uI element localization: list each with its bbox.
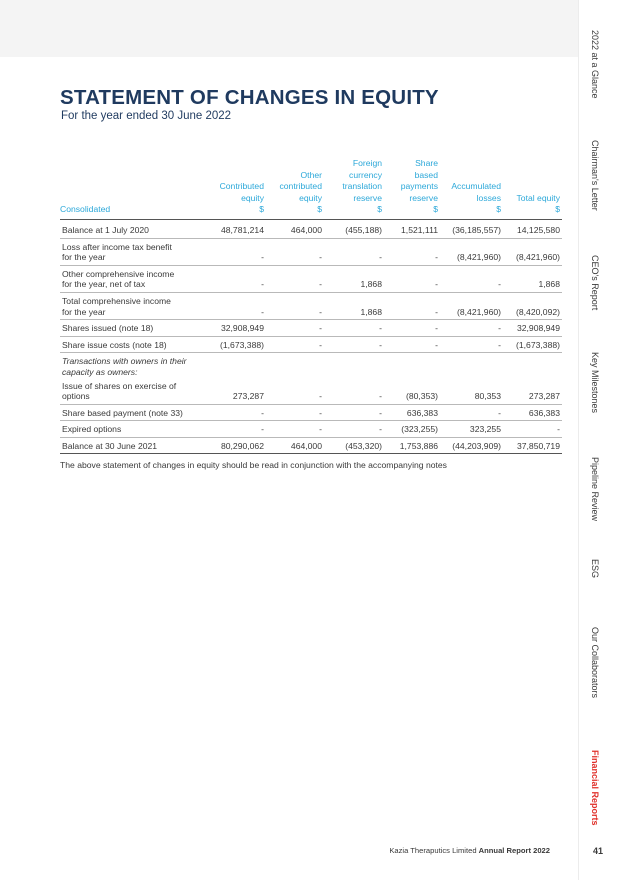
table-cell: - (324, 404, 384, 421)
column-header-line: $ (555, 204, 560, 215)
page-number: 41 (593, 846, 604, 856)
table-cell: - (196, 292, 266, 319)
table-cell: 1,868 (324, 292, 384, 319)
row-label (60, 404, 196, 421)
table-cell: - (266, 292, 324, 319)
row-label-line: Share based payment (note 33) (62, 407, 183, 418)
table-cell: (8,421,960) (440, 292, 503, 319)
row-label-line: Share issue costs (note 18) (62, 339, 167, 350)
footer-company (389, 846, 550, 855)
row-label-line: capacity as owners: (62, 366, 138, 377)
table-cell: 32,908,949 (196, 320, 266, 337)
row-label (60, 437, 196, 454)
table-cell: - (384, 292, 440, 319)
sidebar-tab-key-milestones[interactable]: Key Milestones (590, 352, 600, 414)
table-cell: - (266, 238, 324, 265)
table-cell: 32,908,949 (503, 320, 562, 337)
table-cell: 464,000 (266, 219, 324, 238)
table-cell: 323,255 (440, 421, 503, 438)
row-label-line: Other comprehensive income (62, 268, 175, 279)
row-label-line: Expired options (62, 424, 122, 435)
table-cell: 1,753,886 (384, 437, 440, 454)
row-label-line: Loss after income tax benefit (62, 241, 172, 252)
table-cell (266, 353, 324, 378)
table-cell: - (324, 421, 384, 438)
table-cell: - (196, 265, 266, 292)
column-header-line: Share (415, 158, 438, 168)
row-label-line: Shares issued (note 18) (62, 323, 154, 334)
row-label-line: options (62, 391, 90, 402)
row-label (60, 336, 196, 353)
table-cell: - (266, 320, 324, 337)
sidebar-tab-our-collaborators[interactable]: Our Collaborators (590, 627, 600, 699)
row-label-line: Balance at 1 July 2020 (62, 224, 149, 235)
table-cell: 273,287 (503, 378, 562, 405)
column-header (196, 158, 266, 219)
table-cell: - (384, 238, 440, 265)
table-cell: - (440, 336, 503, 353)
row-label (60, 353, 196, 378)
table-cell: 636,383 (503, 404, 562, 421)
table-cell: (453,320) (324, 437, 384, 454)
column-header-line: $ (377, 204, 382, 215)
table-cell: (455,188) (324, 219, 384, 238)
table-cell: (1,673,388) (196, 336, 266, 353)
row-label (60, 238, 196, 265)
table-cell: - (324, 336, 384, 353)
column-header-line: Other (300, 169, 322, 180)
column-header-line: currency (349, 169, 382, 180)
table-cell: - (266, 336, 324, 353)
table-cell (324, 353, 384, 378)
table-note: The above statement of changes in equity should be read in conjunction with the accompanying notes (60, 460, 447, 470)
footer-report-name: Annual Report 2022 (478, 846, 550, 855)
column-header-line: $ (317, 204, 322, 215)
table-cell (440, 353, 503, 378)
table-cell: - (440, 404, 503, 421)
table-row (60, 265, 562, 292)
table-cell (503, 353, 562, 378)
column-header (266, 158, 324, 219)
table-cell: 464,000 (266, 437, 324, 454)
table-header-row (60, 158, 562, 219)
column-header-line: translation (342, 181, 382, 192)
table-cell: - (266, 378, 324, 405)
table-cell: - (384, 265, 440, 292)
column-header-line: reserve (353, 192, 382, 203)
table-cell: - (503, 421, 562, 438)
column-header-line: based (414, 169, 438, 180)
column-header-line: losses (476, 192, 501, 203)
table-cell (196, 353, 266, 378)
table-cell (384, 353, 440, 378)
table-cell: - (324, 378, 384, 405)
equity-table (60, 158, 562, 454)
sidebar-tab-chairmans-letter[interactable]: Chairman's Letter (590, 140, 600, 211)
table-row (60, 437, 562, 454)
sidebar-tab-financial-reports[interactable]: Financial Reports (590, 750, 600, 826)
table-cell: (80,353) (384, 378, 440, 405)
table-cell: - (266, 265, 324, 292)
row-label (60, 421, 196, 438)
table-row (60, 219, 562, 238)
header-band (0, 0, 578, 57)
column-header-line: Foreign (352, 158, 382, 168)
table-cell: - (324, 320, 384, 337)
column-header-line: Contributed (219, 181, 264, 192)
footer-company-name: Kazia Theraputics Limited (389, 846, 477, 855)
row-label-line: for the year (62, 252, 106, 263)
column-header-line: equity (299, 192, 322, 203)
table-cell: - (196, 238, 266, 265)
row-label (60, 378, 196, 405)
row-label-line: for the year, net of tax (62, 279, 146, 290)
table-cell: (8,420,092) (503, 292, 562, 319)
column-header-line: equity (241, 192, 264, 203)
column-header-line: reserve (409, 192, 438, 203)
column-header (384, 158, 440, 219)
table-row (60, 353, 562, 378)
row-label-line: Balance at 30 June 2021 (62, 440, 158, 451)
table-cell: 80,290,062 (196, 437, 266, 454)
row-label (60, 320, 196, 337)
table-cell: - (324, 238, 384, 265)
sidebar-tab-2022-at-a-glance[interactable]: 2022 at a Glance (590, 30, 600, 99)
table-cell: - (440, 320, 503, 337)
column-header-line: contributed (279, 181, 322, 192)
table-cell: (36,185,557) (440, 219, 503, 238)
table-row (60, 336, 562, 353)
table-cell: (1,673,388) (503, 336, 562, 353)
column-header (324, 158, 384, 219)
column-header (440, 158, 503, 219)
table-cell: 273,287 (196, 378, 266, 405)
row-label (60, 265, 196, 292)
table-cell: 48,781,214 (196, 219, 266, 238)
column-header-line: $ (496, 204, 501, 215)
table-row (60, 421, 562, 438)
table-cell: 1,521,111 (384, 219, 440, 238)
sidebar-tab-ceos-report[interactable]: CEO's Report (590, 255, 600, 311)
sidebar-tab-esg[interactable]: ESG (590, 559, 600, 579)
column-header-line: payments (400, 181, 438, 192)
table-cell: - (440, 265, 503, 292)
section-sidebar (578, 0, 622, 880)
column-header-line: $ (433, 204, 438, 215)
page-title: STATEMENT OF CHANGES IN EQUITY (60, 86, 439, 109)
table-cell: 80,353 (440, 378, 503, 405)
table-cell: (44,203,909) (440, 437, 503, 454)
table-cell: - (196, 404, 266, 421)
column-header (503, 158, 562, 219)
row-label (60, 292, 196, 319)
table-cell: - (196, 421, 266, 438)
table-cell: 37,850,719 (503, 437, 562, 454)
table-cell: 14,125,580 (503, 219, 562, 238)
column-header-line: Accumulated (451, 181, 501, 192)
column-header-line: $ (259, 204, 264, 215)
table-row (60, 238, 562, 265)
row-label-line: Transactions with owners in their (62, 356, 187, 367)
table-cell: - (266, 404, 324, 421)
table-cell: - (384, 336, 440, 353)
table-row (60, 320, 562, 337)
table-row (60, 378, 562, 405)
table-cell: - (384, 320, 440, 337)
row-label (60, 219, 196, 238)
table-cell: 1,868 (324, 265, 384, 292)
table-cell: (8,421,960) (440, 238, 503, 265)
table-cell: (323,255) (384, 421, 440, 438)
table-row (60, 292, 562, 319)
table-cell: 636,383 (384, 404, 440, 421)
row-label-line: Total comprehensive income (62, 295, 171, 306)
table-row (60, 404, 562, 421)
row-label-line: for the year (62, 306, 106, 317)
table-cell: - (266, 421, 324, 438)
sidebar-tab-pipeline-review[interactable]: Pipeline Review (590, 457, 600, 522)
column-header-line: Total equity (516, 192, 560, 203)
row-header-label: Consolidated (60, 158, 196, 219)
page-subtitle: For the year ended 30 June 2022 (61, 110, 232, 122)
table-cell: 1,868 (503, 265, 562, 292)
table-cell: (8,421,960) (503, 238, 562, 265)
row-label-line: Issue of shares on exercise of (62, 380, 177, 391)
